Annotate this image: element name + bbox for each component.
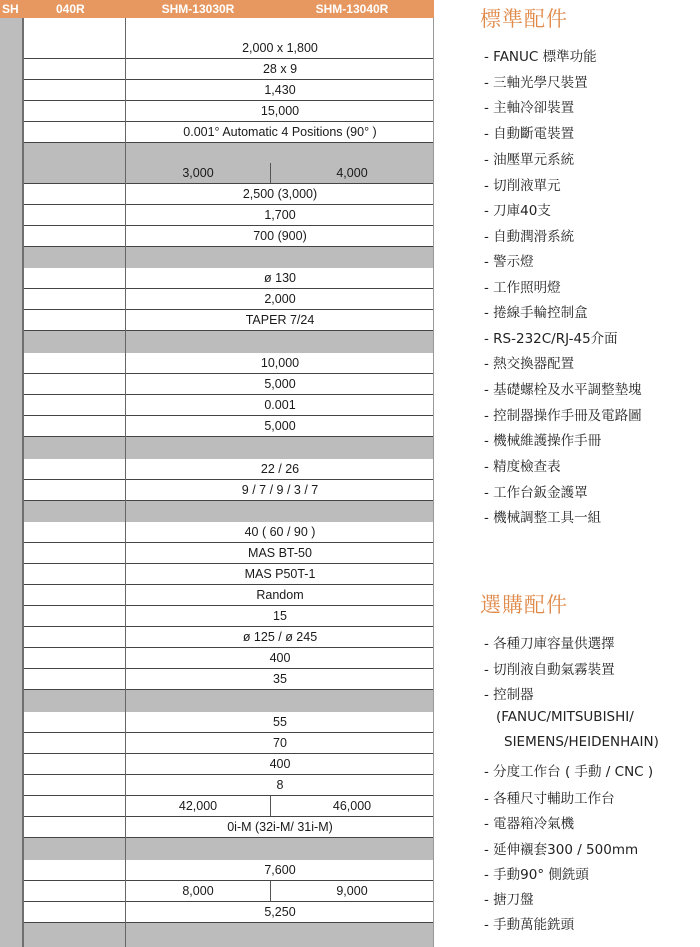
standard-item: - 捲線手輪控制盒: [484, 305, 588, 321]
optional-item: - 延伸襯套300 / 500mm: [484, 842, 639, 858]
row-rule: [24, 837, 434, 838]
spec-row: [24, 59, 434, 80]
standard-item: - 基礎螺栓及水平調整墊塊: [484, 382, 642, 398]
header-prev-model-suffix: 040R: [56, 2, 85, 16]
spec-value: 28 x 9: [262, 62, 298, 76]
spec-value: 400: [269, 757, 291, 771]
spec-row: [24, 522, 434, 543]
spec-value-model-b: 4,000: [336, 166, 368, 180]
section-band: [24, 500, 434, 522]
standard-item: - 機械調整工具一組: [484, 510, 602, 526]
spec-row: [24, 353, 434, 374]
standard-item: - FANUC 標準功能: [484, 49, 597, 65]
spec-row: [24, 184, 434, 205]
standard-item: - 油壓單元系統: [484, 152, 575, 168]
spec-value: 400: [269, 651, 291, 665]
row-rule: [24, 246, 434, 247]
spec-row: [24, 712, 434, 733]
row-rule: [24, 689, 434, 690]
standard-item: - 精度檢查表: [484, 459, 561, 475]
spec-value: 1,430: [264, 83, 296, 97]
spec-value: MAS P50T-1: [244, 567, 316, 581]
section-band: [24, 331, 434, 353]
column-divider: [125, 18, 126, 947]
spec-row: [24, 205, 434, 226]
optional-item: - 控制器: [484, 687, 534, 703]
spec-row: [24, 902, 434, 923]
standard-item: - 主軸冷卻裝置: [484, 100, 575, 116]
spec-value: 9 / 7 / 9 / 3 / 7: [241, 483, 319, 497]
table-right-border: [433, 18, 434, 947]
spec-row: [24, 395, 434, 416]
optional-item: - 分度工作台 ( 手動 / CNC ): [484, 764, 654, 780]
spec-row: [24, 80, 434, 101]
optional-item: - 切削液自動氣霧裝置: [484, 662, 615, 678]
spec-value: 15,000: [260, 104, 300, 118]
optional-item: (FANUC/MITSUBISHI/: [496, 709, 634, 725]
spec-row: [24, 585, 434, 606]
spec-value: 35: [273, 672, 287, 686]
spec-value-model-a: 8,000: [182, 884, 214, 898]
spec-value-model-b: 46,000: [332, 799, 372, 813]
optional-item: - 手動萬能銑頭: [484, 917, 575, 933]
row-rule: [24, 142, 434, 143]
spec-row: [24, 564, 434, 585]
spec-value: 5,000: [264, 419, 296, 433]
optional-item: - 各種刀庫容量供選擇: [484, 636, 615, 652]
spec-value: 0.001: [264, 398, 296, 412]
spec-value: 5,000: [264, 377, 296, 391]
spec-row: [24, 268, 434, 289]
spec-value-model-a: 42,000: [178, 799, 218, 813]
optional-item: - 電器箱冷氣機: [484, 816, 575, 832]
spec-row: [24, 101, 434, 122]
spec-row: [24, 480, 434, 501]
section-band: [24, 247, 434, 268]
standard-item: - 三軸光學尺裝置: [484, 75, 588, 91]
spec-value: 2,000 x 1,800: [242, 41, 318, 55]
header-model-b: SHM-13040R: [315, 2, 389, 16]
spec-value: 15: [273, 609, 287, 623]
spec-row: [24, 416, 434, 437]
standard-item: - 切削液單元: [484, 178, 561, 194]
spec-value: ø 125 / ø 245: [242, 630, 318, 644]
row-rule: [24, 330, 434, 331]
spec-row: [24, 310, 434, 331]
spec-row: [24, 38, 434, 59]
spec-value: 22 / 26: [260, 462, 300, 476]
left-margin-strip: [0, 18, 24, 947]
split-divider: [270, 881, 271, 902]
optional-item: - 手動90° 側銑頭: [484, 867, 589, 883]
standard-item: - RS-232C/RJ-45介面: [484, 331, 618, 347]
standard-item: - 工作台鈑金護罩: [484, 485, 588, 501]
spec-row: [24, 606, 434, 627]
spec-value: 10,000: [260, 356, 300, 370]
spec-value: 1,700: [264, 208, 296, 222]
spec-row: [24, 881, 434, 902]
standard-item: - 警示燈: [484, 254, 534, 270]
spec-row: [24, 226, 434, 247]
spec-value: 2,500 (3,000): [242, 187, 318, 201]
spec-value: MAS BT-50: [248, 546, 312, 560]
spec-value-model-a: 3,000: [182, 166, 214, 180]
optional-item: SIEMENS/HEIDENHAIN): [504, 734, 659, 750]
standard-title: 標準配件: [480, 7, 568, 31]
section-band: [24, 838, 434, 860]
spec-row: [24, 796, 434, 817]
section-band: [24, 690, 434, 712]
left-edge-line: [22, 18, 24, 947]
spec-row: [24, 627, 434, 648]
spec-value: TAPER 7/24: [245, 313, 315, 327]
spec-value: 700 (900): [253, 229, 307, 243]
spec-row: [24, 860, 434, 881]
spec-row: [24, 459, 434, 480]
spec-value: 0i-M (32i-M/ 31i-M): [227, 820, 333, 834]
spec-value: 7,600: [264, 863, 296, 877]
spec-value: 5,250: [264, 905, 296, 919]
split-divider: [270, 796, 271, 817]
spec-row: [24, 163, 434, 184]
section-band: [24, 923, 434, 947]
spec-row: [24, 775, 434, 796]
optional-item: - 各種尺寸輔助工作台: [484, 791, 615, 807]
row-rule: [24, 922, 434, 923]
spec-value: 0.001° Automatic 4 Positions (90° ): [183, 125, 377, 139]
spec-row: [24, 543, 434, 564]
spec-value: 2,000: [264, 292, 296, 306]
standard-item: - 控制器操作手冊及電路圖: [484, 408, 642, 424]
standard-item: - 自動斷電裝置: [484, 126, 575, 142]
section-band: [24, 143, 434, 163]
optional-title: 選購配件: [480, 593, 568, 617]
spec-value: 70: [273, 736, 287, 750]
spec-row: [24, 733, 434, 754]
spec-value: Random: [256, 588, 304, 602]
spec-row: [24, 374, 434, 395]
spec-value: 40 ( 60 / 90 ): [244, 525, 316, 539]
optional-item: - 搪刀盤: [484, 892, 534, 908]
spec-row: [24, 648, 434, 669]
header-prev-model: SH: [2, 2, 19, 16]
spec-row: [24, 289, 434, 310]
spec-value: 55: [273, 715, 287, 729]
split-divider: [270, 163, 271, 184]
standard-item: - 工作照明燈: [484, 280, 561, 296]
spec-row: [24, 669, 434, 690]
spec-value: ø 130: [264, 271, 296, 285]
spec-row: [24, 754, 434, 775]
spec-value: 8: [276, 778, 284, 792]
spec-value-model-b: 9,000: [336, 884, 368, 898]
spec-row: [24, 122, 434, 143]
standard-item: - 熱交換器配置: [484, 356, 575, 372]
spec-row: [24, 817, 434, 838]
header-model-a: SHM-13030R: [161, 2, 235, 16]
section-band: [24, 437, 434, 459]
row-rule: [24, 500, 434, 501]
standard-item: - 機械維護操作手冊: [484, 433, 602, 449]
standard-item: - 自動潤滑系統: [484, 229, 575, 245]
row-rule: [24, 436, 434, 437]
standard-item: - 刀庫40支: [484, 203, 551, 219]
